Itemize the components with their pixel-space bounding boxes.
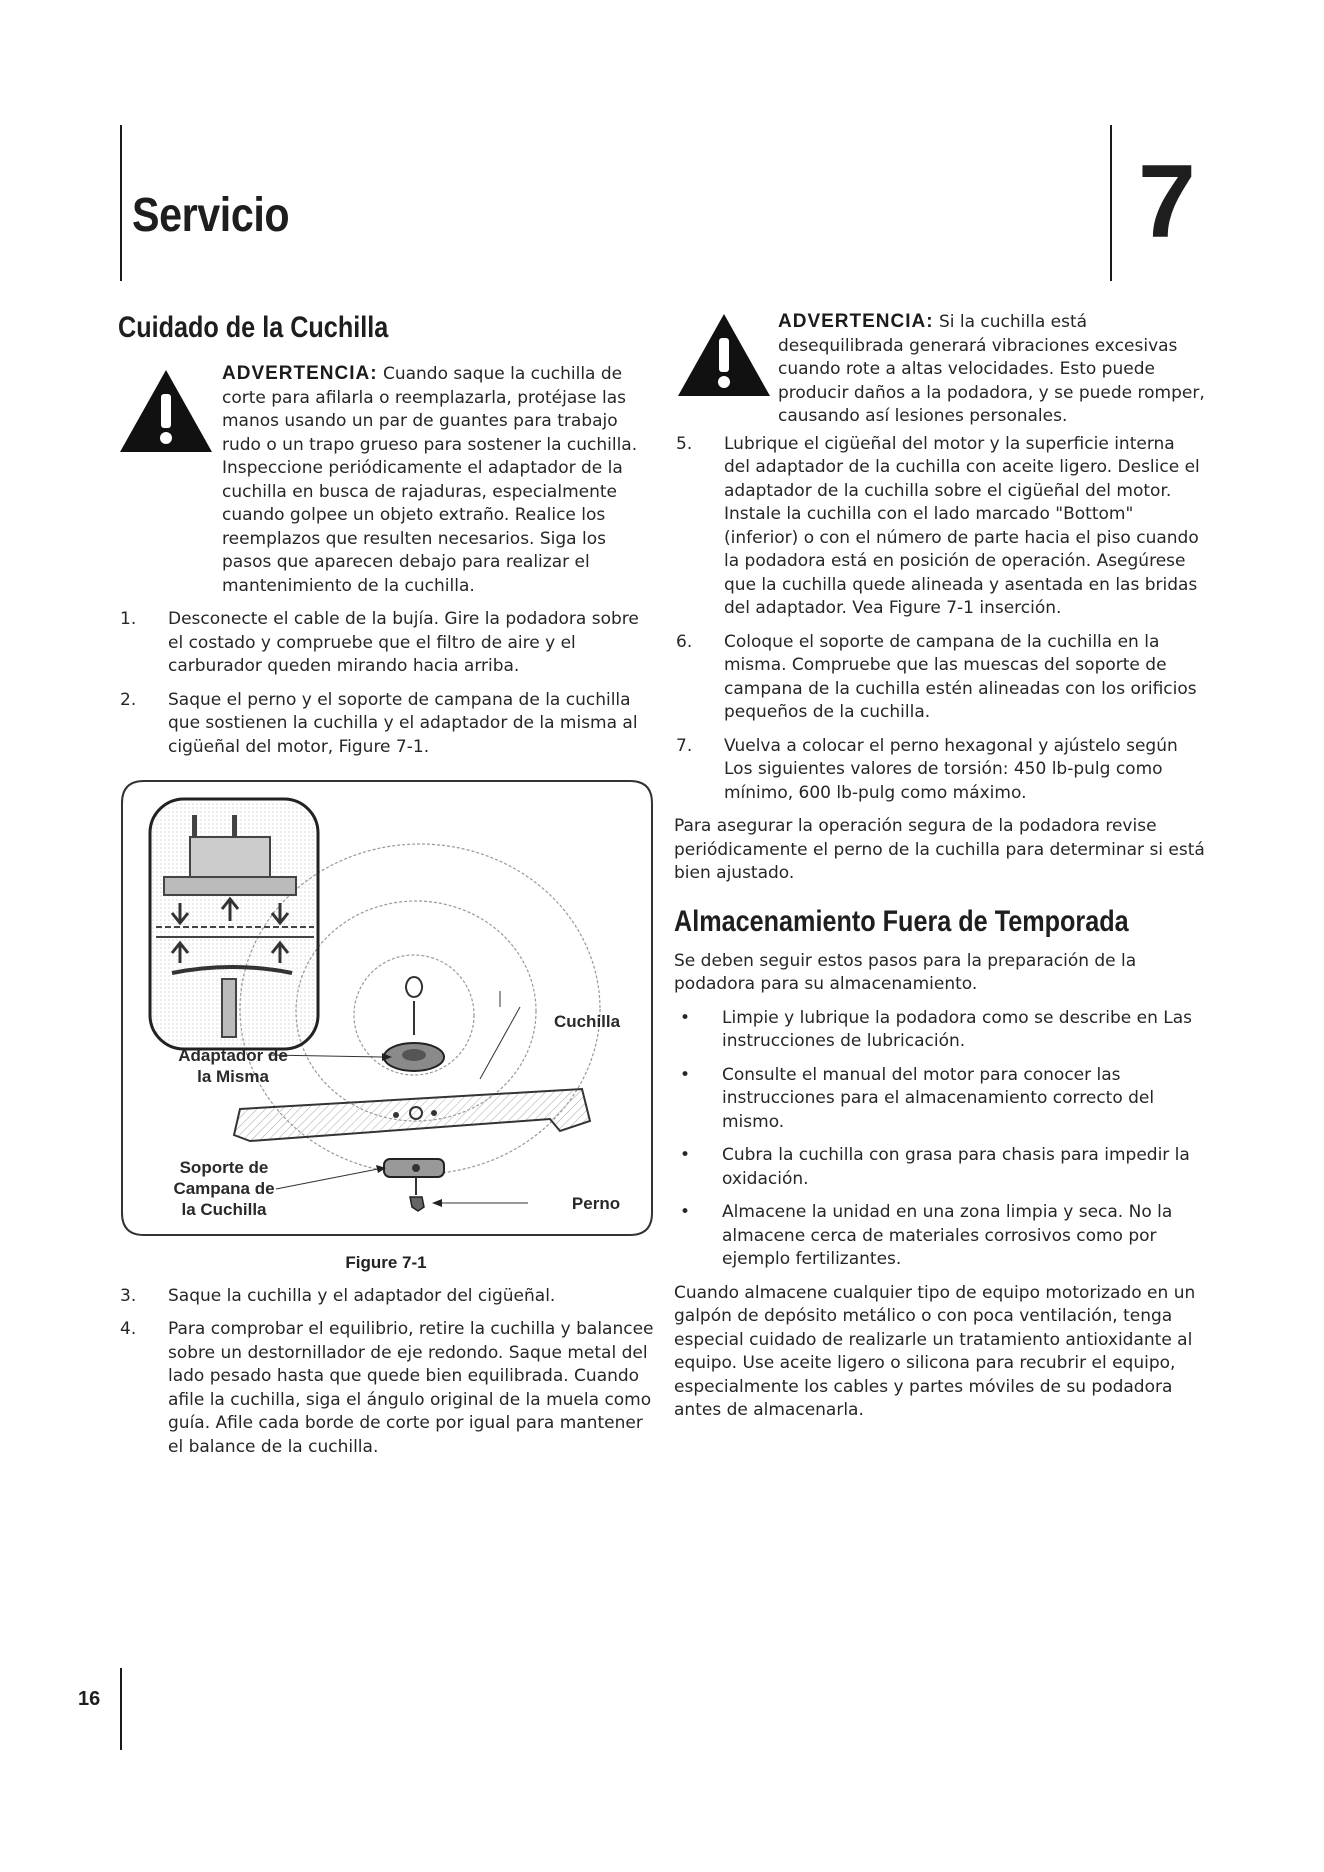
step-text: Saque el perno y el soporte de campana de la cuchilla que sostienen la cuchilla y el adaptador de la misma al cigüeñal del motor, Figure 7-1. — [168, 689, 638, 757]
imbalance-warning — [674, 310, 1206, 429]
bullet-text: Consulte el manual del motor para conocer las instrucciones para el almacenamiento correcto del mismo. — [722, 1064, 1155, 1132]
figure-caption: Figure 7-1 — [345, 1253, 427, 1272]
step-number: 5. — [676, 433, 693, 454]
bolt-check-paragraph: Para asegurar la operación segura de la podadora revise periódicamente el perno de la cuchilla para determinar si está bien ajustado. — [674, 816, 1205, 883]
label-bell-support — [154, 1157, 294, 1220]
list-item — [674, 1201, 1206, 1272]
step-item — [674, 631, 1206, 725]
warning-icon — [118, 368, 214, 454]
storage-closing: Cuando almacene cualquier tipo de equipo motorizado en un galpón de depósito metálico o con poca ventilación, tenga especial cuidado de realizarle un tratamiento antioxidante al equipo. Use aceite ligero o silicona para recubrir el equipo, especialmente los cables y partes móviles de su podadora antes de almacenarla. — [674, 1282, 1196, 1420]
header-rule-left — [120, 125, 122, 281]
warning-text: Cuando saque la cuchilla de corte para afilarla o reemplazarla, protéjase las manos usando un par de guantes para trabajo rudo o un trapo grueso para sostener la cuchilla. Inspeccione periódicamente el adaptador de la cuchilla en busca de rajaduras, especialmente cuando golpee un objeto extraño. Realice los reemplazos que resulten necesarios. Siga los pasos que aparecen debajo para realizar el mantenimiento de la cuchilla. — [222, 364, 638, 596]
bullet-text: Almacene la unidad en una zona limpia y seca. No la almacene cerca de materiales corrosivos como por ejemplo fertilizantes. — [722, 1202, 1173, 1269]
bullet-text: Cubra la cuchilla con grasa para chasis para impedir la oxidación. — [722, 1145, 1190, 1189]
page-number: 16 — [78, 1688, 101, 1710]
bullet-text: Limpie y lubrique la podadora como se describe en Las instrucciones de lubricación. — [722, 1007, 1193, 1051]
step-number: 4. — [120, 1319, 137, 1339]
step-number: 2. — [120, 689, 137, 710]
figure-blade-assembly — [120, 779, 654, 1237]
list-item — [674, 1144, 1206, 1191]
step-number: 1. — [120, 609, 137, 629]
step-text: Coloque el soporte de campana de la cuchilla en la misma. Compruebe que las muescas del soporte de campana de la cuchilla estén alineadas con los orificios pequeños de la cuchilla. — [724, 631, 1197, 722]
footer-rule — [120, 1668, 122, 1750]
step-number: 3. — [120, 1285, 137, 1306]
chapter-number: 7 — [1138, 144, 1196, 260]
storage-heading: Almacenamiento Fuera de Temporada — [674, 904, 1129, 938]
list-item — [674, 1064, 1206, 1135]
storage-intro: Se deben seguir estos pasos para la preparación de la podadora para su almacenamiento. — [674, 950, 1137, 994]
blade-care-warning — [118, 362, 654, 598]
step-number: 6. — [676, 631, 693, 652]
left-column — [118, 310, 654, 1459]
label-bolt: Perno — [571, 1194, 621, 1213]
step-text: Para comprobar el equilibrio, retire la cuchilla y balancee sobre un destornillador de eje redondo. Saque metal del lado pesado hasta que quede bien equilibrada. Cuando afile la cuchilla, siga el ángulo original de la muela como guía. Afile cada borde de corte por igual para mantener el balance de la cuchilla. — [168, 1319, 654, 1457]
step-text: Desconecte el cable de la bujía. Gire la podadora sobre el costado y compruebe que el filtro de aire y el carburador queden mirando hacia arriba. — [168, 609, 639, 676]
warning-label: ADVERTENCIA: — [222, 363, 378, 384]
step-item — [118, 689, 654, 760]
bullet-marker: • — [680, 1145, 691, 1165]
label-bell-line3: la Cuchilla — [181, 1200, 267, 1219]
label-blade: Cuchilla — [553, 1012, 621, 1031]
step-text: Lubrique el cigüeñal del motor y la superficie interna del adaptador de la cuchilla con aceite ligero. Deslice el adaptador de la cuchilla sobre el cigüeñal del motor. Instale la cuchilla con el lado marcado "Bottom" (inferior) o con el número de parte hacia el piso cuando la podadora está en posición de operación. Asegúrese que la cuchilla quede alineada y asentada en las bridas del adaptador. Vea Figure 7-1 inserción. — [724, 433, 1200, 618]
warning-text: Si la cuchilla está desequilibrada generará vibraciones excesivas cuando rote a altas velocidades. Esto puede producir daños a la podadora, y se puede romper, causando así lesiones personales. — [778, 312, 1205, 426]
label-adapter — [158, 1045, 308, 1087]
header-rule-right — [1110, 125, 1112, 281]
step-item — [118, 1318, 654, 1459]
step-item — [118, 608, 654, 679]
chapter-title: Servicio — [132, 189, 290, 242]
warning-label: ADVERTENCIA: — [778, 311, 934, 332]
bullet-marker: • — [680, 1007, 691, 1028]
warning-icon — [676, 312, 772, 398]
right-column — [674, 310, 1206, 1423]
step-item — [674, 433, 1206, 621]
blade-care-heading: Cuidado de la Cuchilla — [118, 311, 389, 344]
bullet-marker: • — [680, 1202, 691, 1222]
step-text: Vuelva a colocar el perno hexagonal y ajústelo según Los siguientes valores de torsión: 450 lb-pulg como mínimo, 600 lb-pulg como máximo. — [724, 735, 1178, 803]
bullet-marker: • — [680, 1064, 691, 1085]
step-item — [118, 1285, 654, 1309]
label-adapter-line2: la Misma — [197, 1067, 269, 1086]
list-item — [674, 1007, 1206, 1054]
label-adapter-line1: Adaptador de — [178, 1046, 288, 1065]
label-bell-line2: Campana de — [173, 1179, 275, 1198]
step-item — [674, 735, 1206, 806]
label-bell-line1: Soporte de — [179, 1158, 269, 1177]
step-number: 7. — [676, 735, 693, 756]
step-text: Saque la cuchilla y el adaptador del cigüeñal. — [168, 1285, 556, 1306]
